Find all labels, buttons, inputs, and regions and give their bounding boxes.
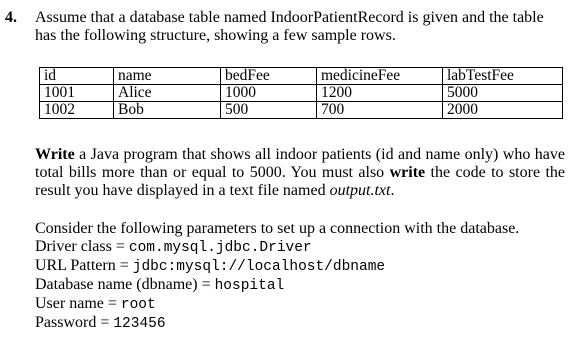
header-bedfee: bedFee bbox=[221, 68, 317, 85]
header-labtestfee: labTestFee bbox=[443, 68, 563, 85]
question-intro: Assume that a database table named IndoorPatientRecord is given and the table has the following structure, showing a few sample rows. bbox=[35, 9, 544, 44]
cell-name: Bob bbox=[114, 102, 221, 119]
cell-bedfee: 500 bbox=[221, 102, 317, 119]
param-label: Driver class = bbox=[35, 238, 129, 255]
table-row bbox=[40, 102, 563, 119]
param-label: Database name (dbname) = bbox=[35, 276, 215, 293]
cell-id: 1002 bbox=[40, 102, 114, 119]
cell-medicinefee: 700 bbox=[317, 102, 443, 119]
param-database-name bbox=[35, 276, 565, 295]
param-label: URL Pattern = bbox=[35, 257, 133, 274]
param-value: jdbc:mysql://localhost/dbname bbox=[132, 259, 386, 275]
param-label: User name = bbox=[35, 295, 121, 312]
cell-name: Alice bbox=[114, 85, 221, 102]
cell-id: 1001 bbox=[40, 85, 114, 102]
param-value: com.mysql.jdbc.Driver bbox=[128, 240, 312, 256]
table-row bbox=[40, 85, 563, 102]
patient-record-table bbox=[39, 67, 563, 119]
output-filename: output.txt bbox=[329, 182, 391, 199]
task-paragraph bbox=[35, 146, 565, 200]
header-id: id bbox=[40, 68, 114, 85]
task-text-2: the code to store the result you have displayed in a text file named bbox=[35, 164, 566, 199]
param-value: hospital bbox=[214, 278, 285, 294]
header-name: name bbox=[114, 68, 221, 85]
param-label: Password = bbox=[35, 314, 114, 331]
connection-intro: Consider the following parameters to set up a connection with the database. bbox=[35, 220, 520, 237]
param-driver-class bbox=[35, 238, 565, 257]
task-end: . bbox=[390, 182, 395, 199]
task-write-keyword: Write bbox=[35, 146, 75, 163]
cell-bedfee: 1000 bbox=[221, 85, 317, 102]
param-value: root bbox=[120, 297, 156, 313]
task-text-1: a Java program that shows all indoor patients (id and name only) who have total bills more than or equal to 5000. You must also bbox=[35, 146, 565, 181]
param-value: 123456 bbox=[113, 316, 166, 332]
param-user-name bbox=[35, 295, 565, 314]
question-number: 4. bbox=[5, 9, 17, 26]
cell-labtestfee: 2000 bbox=[443, 102, 563, 119]
cell-labtestfee: 5000 bbox=[443, 85, 563, 102]
task-write-keyword-2: write bbox=[389, 164, 426, 181]
param-url-pattern bbox=[35, 257, 565, 276]
connection-section bbox=[35, 220, 565, 333]
cell-medicinefee: 1200 bbox=[317, 85, 443, 102]
header-medicinefee: medicineFee bbox=[317, 68, 443, 85]
table-header-row bbox=[40, 68, 563, 85]
param-password bbox=[35, 314, 565, 333]
